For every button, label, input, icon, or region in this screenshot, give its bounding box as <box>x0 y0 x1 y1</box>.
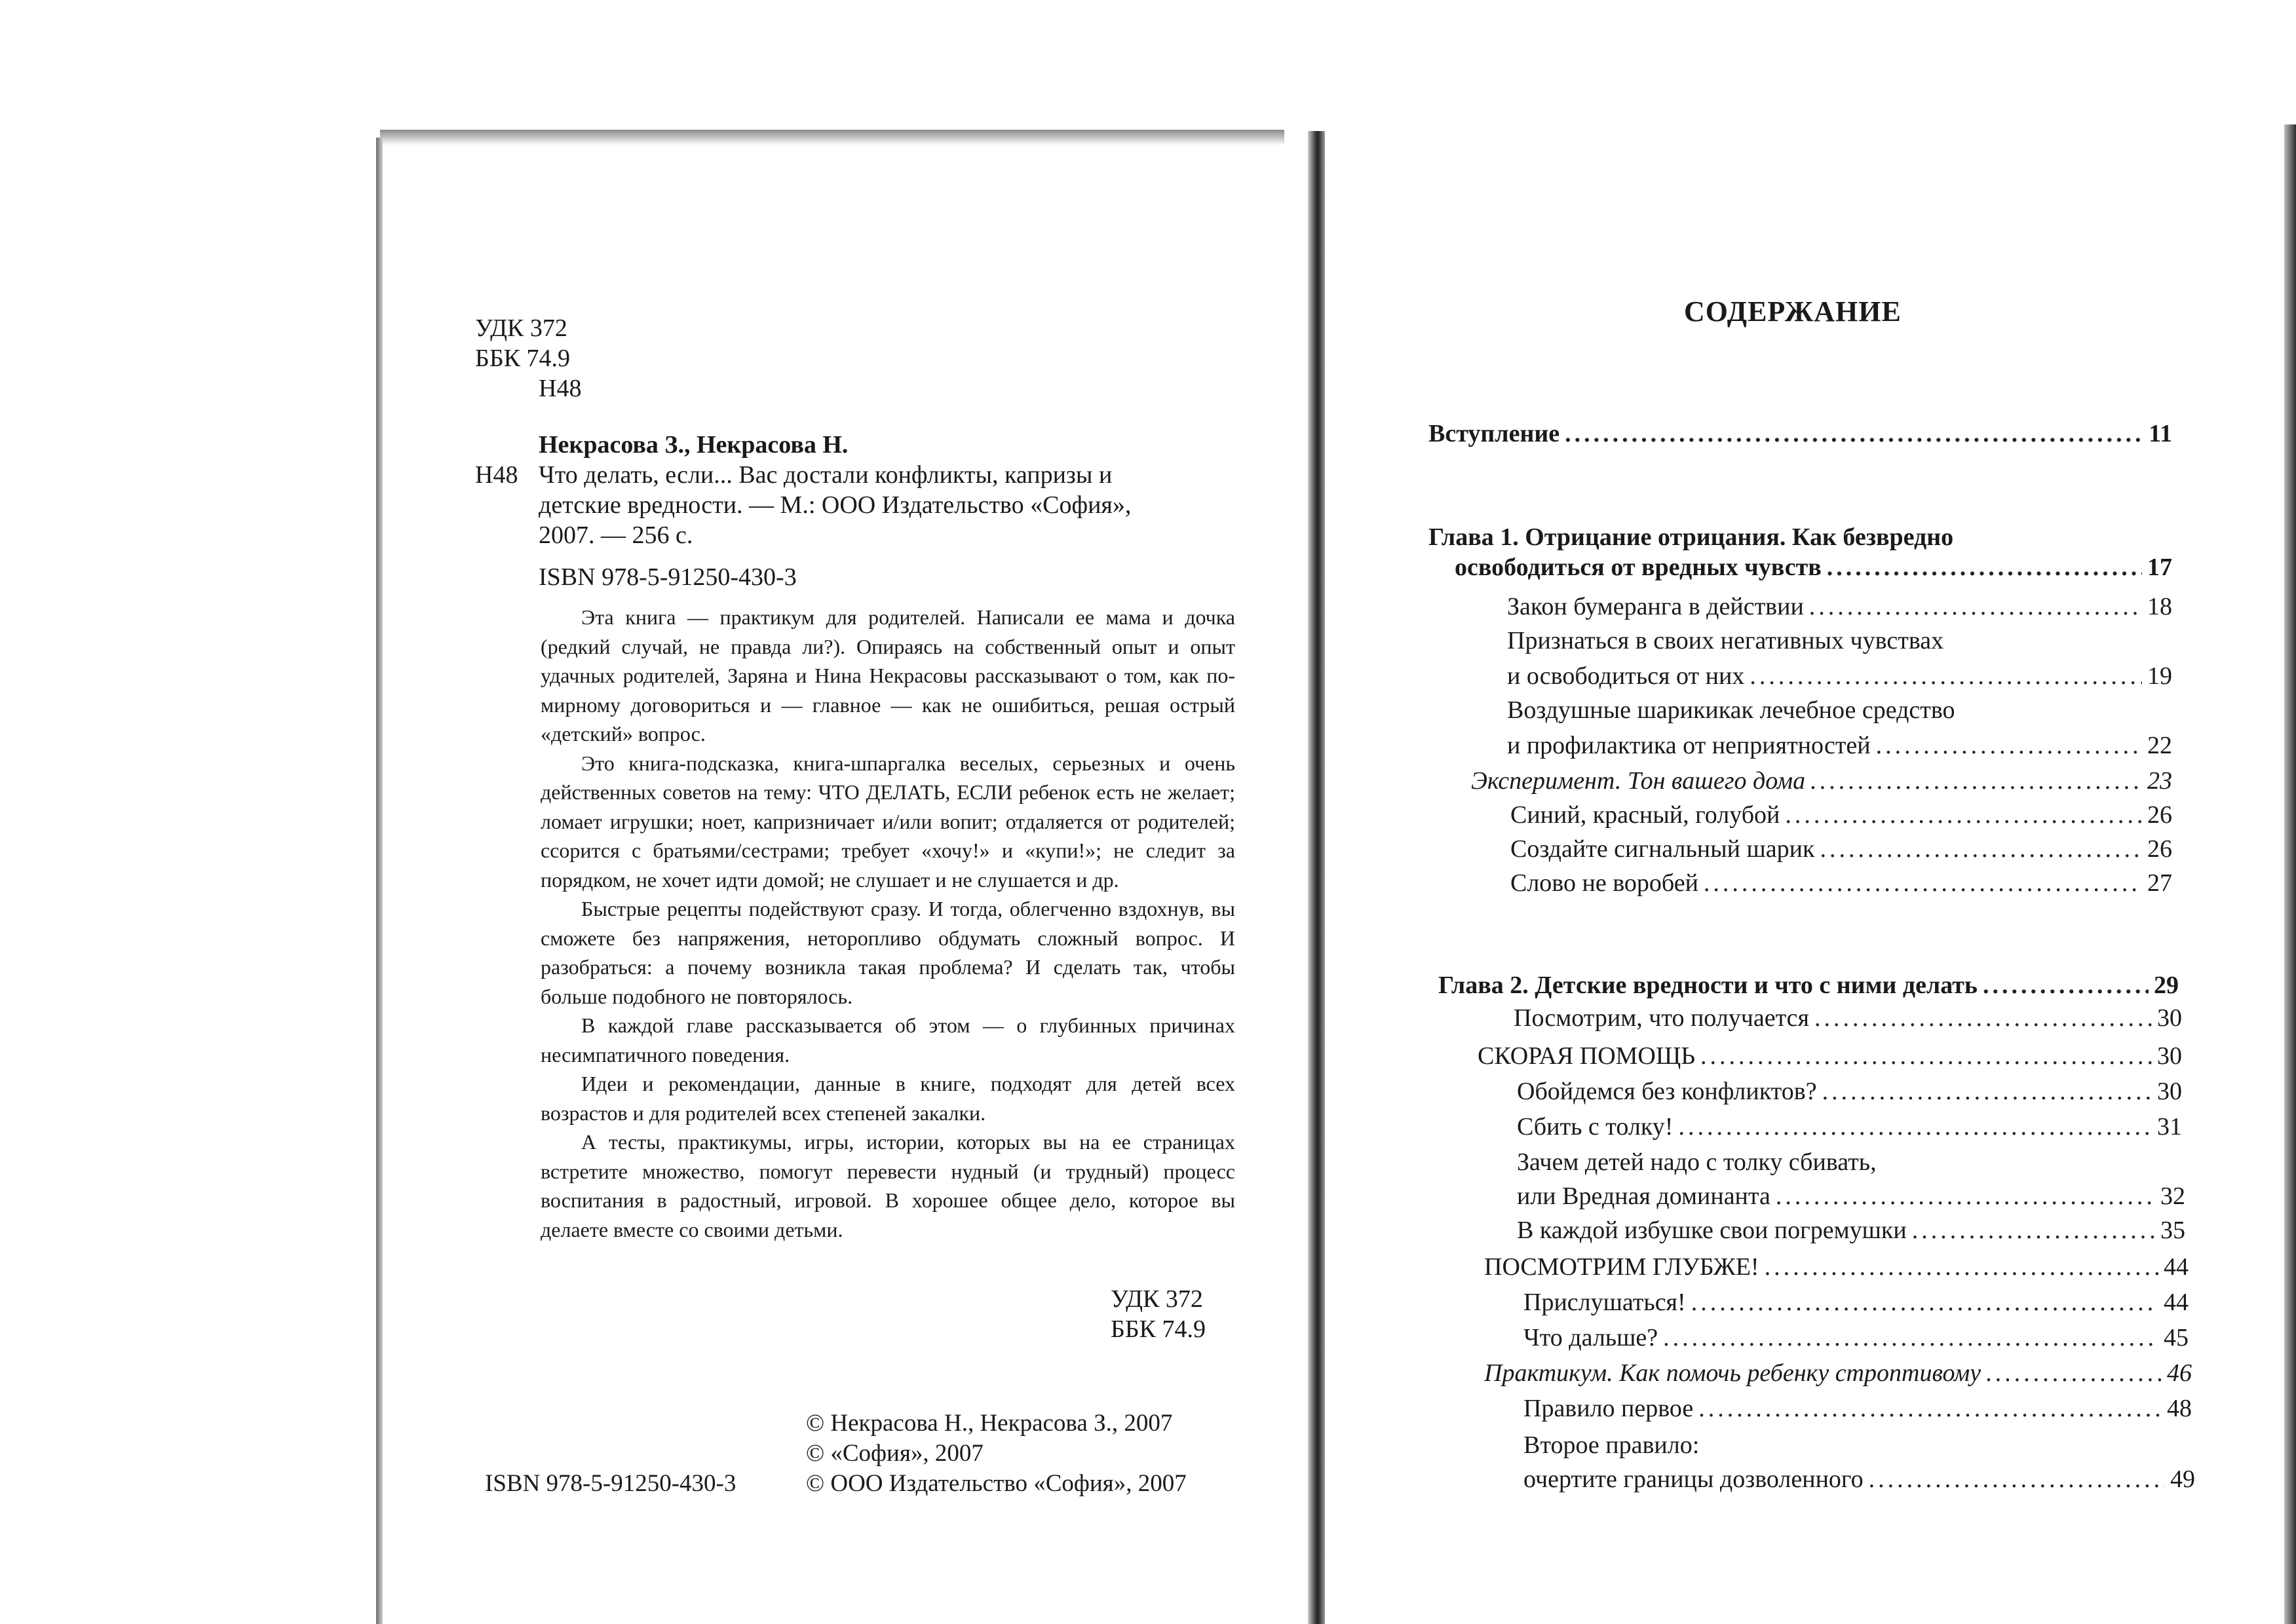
toc-entry-label-line[interactable]: Зачем детей надо с толку сбивать, <box>1517 1148 1877 1176</box>
toc-leader-dots <box>1827 553 2142 582</box>
toc-leader-dots <box>1765 1253 2158 1281</box>
udk-bottom: УДК 372 <box>1111 1285 1203 1313</box>
toc-entry-label: Прислушаться! <box>1523 1289 1686 1316</box>
toc-entry-label: Правило первое <box>1523 1395 1694 1422</box>
toc-leader-dots <box>1822 1077 2152 1106</box>
copyright-line-1: © Некрасова Н., Некрасова З., 2007 <box>806 1410 1173 1437</box>
title-line-1: Что делать, если... Вас достали конфликты, капризы и <box>539 461 1113 489</box>
toc-entry-label: или Вредная доминанта <box>1517 1182 1770 1210</box>
toc-leader-dots <box>1785 801 2142 829</box>
toc-entry-label-line[interactable]: Воздушные шарикикак лечебное средство <box>1507 696 1955 724</box>
toc-entry-label: очертите границы дозволенного <box>1523 1465 1864 1493</box>
toc-entry-label: Закон бумеранга в действии <box>1507 593 1804 620</box>
copyright-line-2: © «София», 2007 <box>806 1440 984 1467</box>
bbk-bottom: ББК 74.9 <box>1111 1315 1206 1343</box>
toc-entry-page: 18 <box>2147 593 2172 620</box>
toc-leader-dots <box>1750 662 2142 690</box>
author-sign: Н48 <box>539 375 582 402</box>
toc-leader-dots <box>1678 1112 2152 1141</box>
abstract-paragraph: Идеи и рекомендации, данные в книге, подходят для детей всех возрастов и для родителей всех степеней закалки. <box>541 1072 1235 1125</box>
toc-entry-label: СКОРАЯ ПОМОЩЬ <box>1478 1042 1696 1070</box>
toc-entry[interactable] <box>1510 801 2172 829</box>
toc-entry[interactable] <box>1484 1359 2192 1388</box>
toc-entry-page: 11 <box>2149 420 2172 447</box>
chapter-1-title-line-1[interactable]: Глава 1. Отрицание отрицания. Как безвредно <box>1428 523 1954 551</box>
toc-entry-page: 30 <box>2157 1004 2182 1032</box>
toc-entry-label-line[interactable]: Признаться в своих негативных чувствах <box>1507 627 1944 654</box>
toc-leader-dots <box>1814 1004 2152 1032</box>
toc-entry-page: 35 <box>2160 1217 2185 1244</box>
toc-leader-dots <box>1663 1323 2158 1352</box>
toc-entry[interactable] <box>1507 592 2172 621</box>
toc-leader-dots <box>1776 1182 2155 1211</box>
toc-entry-page: 30 <box>2157 1078 2182 1105</box>
toc-leader-dots <box>1704 869 2142 897</box>
toc-entry-page: 49 <box>2170 1465 2195 1493</box>
toc-entry-label: Синий, красный, голубой <box>1510 801 1780 829</box>
right-page-edge <box>2284 124 2296 1624</box>
toc-entry[interactable] <box>1523 1465 2195 1494</box>
toc-entry-label: Глава 2. Детские вредности и что с ними делать <box>1438 972 1978 999</box>
toc-entry-label: ПОСМОТРИМ ГЛУБЖЕ! <box>1484 1253 1759 1281</box>
toc-leader-dots <box>1983 971 2149 1000</box>
toc-entry-page: 32 <box>2160 1182 2185 1210</box>
toc-entry-page: 19 <box>2147 662 2172 690</box>
abstract-paragraph: Эта книга — практикум для родителей. Написали ее мама и дочка (редкий случай, не правда ли?). Опираясь на собственный опыт и опыт удачных родителей, Заряна и Нина Некрасовы рассказывают о том, как по-мирному договориться и — главное — как не ошибиться, решая острый «детский» вопрос. <box>541 605 1235 746</box>
toc-entry-label-line[interactable]: Второе правило: <box>1523 1431 1700 1459</box>
toc-entry-label: Обойдемся без конфликтов? <box>1517 1078 1817 1105</box>
toc-entry-label: Вступление <box>1428 420 1560 447</box>
toc-leader-dots <box>1700 1042 2152 1070</box>
toc-entry-page: 26 <box>2147 801 2172 829</box>
toc-entry-page: 30 <box>2157 1042 2182 1070</box>
toc-entry[interactable] <box>1517 1182 2185 1211</box>
toc-entry[interactable] <box>1507 662 2172 690</box>
udk-code: УДК 372 <box>475 314 567 342</box>
abstract <box>541 603 1235 1244</box>
toc-leader-dots <box>1809 592 2142 621</box>
author-sign-margin: Н48 <box>475 461 518 489</box>
abstract-paragraph: Быстрые рецепты подействуют сразу. И тогда, облегченно вздохнув, вы сможете без напряжения, неторопливо обдумать сложный вопрос. И разобраться: а почему возникла такая проблема? И сделать так, чтобы больше подобного не повторялось. <box>541 897 1235 1008</box>
isbn-top: ISBN 978-5-91250-430-3 <box>539 563 797 591</box>
page-top-shadow <box>380 130 1284 145</box>
toc-entry-page: 44 <box>2164 1253 2189 1281</box>
toc-leader-dots <box>1912 1216 2155 1245</box>
toc-entry-chapter-1[interactable] <box>1455 553 2172 582</box>
toc-entry-chapter-2[interactable] <box>1438 971 2179 1000</box>
toc-entry-label: Сбить с толку! <box>1517 1113 1674 1141</box>
toc-entry[interactable] <box>1471 766 2172 795</box>
toc-entry-page: 27 <box>2147 869 2172 897</box>
abstract-paragraph: Это книга-подсказка, книга-шпаргалка веселых, серьезных и очень действенных советов на тему: ЧТО ДЕЛАТЬ, ЕСЛИ ребенок есть не желает; ломает игрушки; ноет, капризничает и/или вопит; отдаляется от родителей; ссорится с братьями/сестрами; требует «хочу!» и «купи!»; не следит за порядком, не хочет идти домой; не слушает и не слушается и др. <box>541 751 1235 892</box>
toc-entry-page: 17 <box>2147 554 2172 581</box>
toc-entry-label: Создайте сигнальный шарик <box>1510 835 1815 863</box>
toc-entry[interactable] <box>1517 1077 2182 1106</box>
toc-leader-dots <box>1698 1394 2162 1423</box>
toc-entry-page: 29 <box>2154 972 2179 999</box>
toc-entry[interactable] <box>1478 1042 2182 1070</box>
toc-entry[interactable] <box>1517 1112 2182 1141</box>
copyright-line-3: © ООО Издательство «София», 2007 <box>806 1470 1187 1497</box>
toc-entry-page: 45 <box>2164 1324 2189 1351</box>
toc-entry-label: Практикум. Как помочь ребенку строптивому <box>1484 1359 1981 1387</box>
toc-entry-page: 22 <box>2147 732 2172 759</box>
toc-entry-label: Эксперимент. Тон вашего дома <box>1471 767 1806 795</box>
toc-entry[interactable] <box>1523 1394 2192 1423</box>
toc-entry-label: Что дальше? <box>1523 1324 1658 1351</box>
toc-entry-page: 44 <box>2164 1289 2189 1316</box>
book-spine <box>1308 131 1325 1624</box>
toc-entry-page: 31 <box>2157 1113 2182 1141</box>
toc-entry-page: 48 <box>2167 1395 2192 1422</box>
abstract-paragraph: А тесты, практикумы, игры, истории, которых вы на ее страницах встретите множество, помогут перевести нудный (и трудный) процесс воспитания в радостный, игровой. В хорошее общее дело, которое вы делаете вместе со своими детьми. <box>541 1130 1235 1241</box>
authors-text: Некрасова З., Некрасова Н. <box>539 431 849 459</box>
left-page-edge <box>376 138 383 1624</box>
toc-entry-page: 26 <box>2147 835 2172 863</box>
toc-entry[interactable] <box>1484 1253 2189 1281</box>
toc-entry-intro[interactable] <box>1428 419 2172 448</box>
isbn-bottom: ISBN 978-5-91250-430-3 <box>485 1470 737 1497</box>
toc-leader-dots <box>1986 1359 2162 1388</box>
toc-entry-label: и освободиться от них <box>1507 662 1745 690</box>
toc-entry[interactable] <box>1517 1216 2185 1245</box>
toc-entry[interactable] <box>1523 1323 2189 1352</box>
toc-entry-label: В каждой избушке свои погремушки <box>1517 1217 1907 1244</box>
toc-entry-label: Слово не воробей <box>1510 869 1698 897</box>
authors <box>539 430 848 460</box>
toc-leader-dots <box>1820 835 2142 863</box>
toc-leader-dots <box>1565 419 2143 448</box>
toc-leader-dots <box>1869 1465 2165 1494</box>
toc-entry-page: 46 <box>2167 1359 2192 1387</box>
abstract-paragraph: В каждой главе рассказывается об этом — о глубинных причинах несимпатичного поведения. <box>541 1013 1235 1067</box>
title-line-3: 2007. — 256 с. <box>539 521 693 549</box>
toc-entry-label: Посмотрим, что получается <box>1514 1004 1810 1032</box>
title-line-2: детские вредности. — М.: ООО Издательство «София», <box>539 491 1132 519</box>
toc-leader-dots <box>1876 731 2142 760</box>
toc-entry-label: и профилактика от неприятностей <box>1507 732 1871 759</box>
toc-entry-label: освободиться от вредных чувств <box>1455 554 1822 581</box>
toc-entry[interactable] <box>1514 1004 2182 1032</box>
toc-leader-dots <box>1810 766 2142 795</box>
toc-entry[interactable] <box>1507 731 2172 760</box>
toc-entry[interactable] <box>1523 1288 2189 1317</box>
toc-entry[interactable] <box>1510 869 2172 897</box>
toc-leader-dots <box>1691 1288 2158 1317</box>
toc-title: СОДЕРЖАНИЕ <box>1684 295 1902 328</box>
toc-entry[interactable] <box>1510 835 2172 863</box>
bbk-code: ББК 74.9 <box>475 345 570 372</box>
toc-entry-page: 23 <box>2147 767 2172 795</box>
